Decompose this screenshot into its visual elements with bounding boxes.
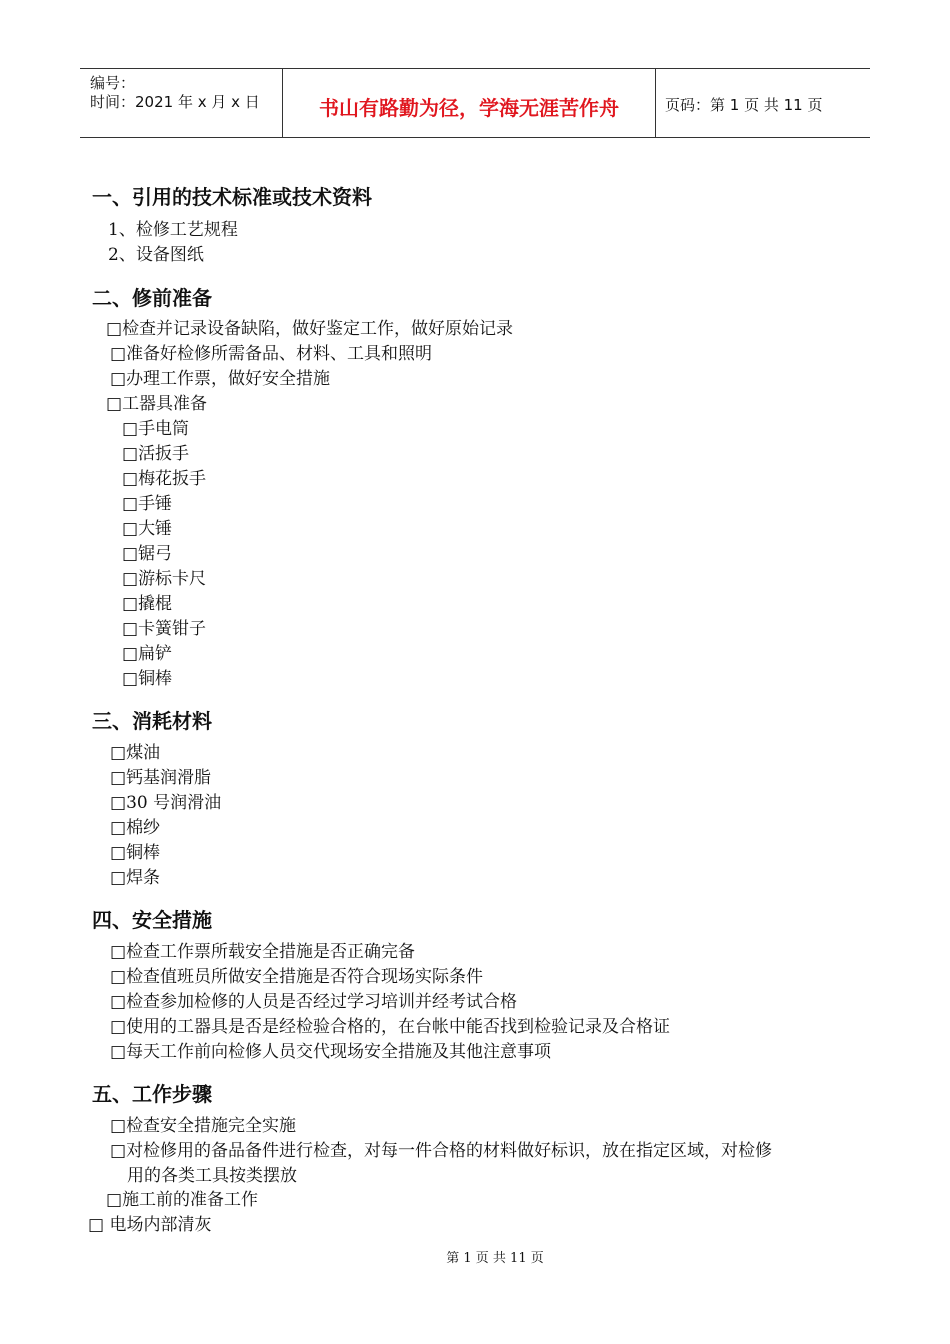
list-item: 1、检修工艺规程 xyxy=(108,220,238,240)
checkbox-icon: □ xyxy=(122,494,139,514)
section-title-safety: 四、安全措施 xyxy=(92,908,212,932)
list-item: 2、设备图纸 xyxy=(108,245,204,265)
section-title-references: 一、引用的技术标准或技术资料 xyxy=(92,185,372,209)
checkbox-icon: □ xyxy=(122,419,139,439)
section-title-preparation: 二、修前准备 xyxy=(92,286,212,310)
document-number-label: 编号： xyxy=(90,74,136,92)
tool-item: □手电筒 xyxy=(122,419,190,439)
checkbox-icon: □ xyxy=(110,1141,127,1161)
checkbox-icon: □ xyxy=(122,594,139,614)
checkbox-icon: □ xyxy=(106,319,123,339)
checklist-item: □钙基润滑脂 xyxy=(110,768,212,788)
checkbox-icon: □ xyxy=(122,544,139,564)
checkbox-icon: □ xyxy=(110,743,127,763)
checklist-item: □使用的工器具是否是经检验合格的，在台帐中能否找到检验记录及合格证 xyxy=(110,1017,671,1037)
checklist-item: □每天工作前向检修人员交代现场安全措施及其他注意事项 xyxy=(110,1042,552,1062)
header-motto-cell xyxy=(282,69,656,137)
page-header xyxy=(80,68,870,138)
tool-item: □梅花扳手 xyxy=(122,469,207,489)
checkbox-icon: □ xyxy=(110,1116,127,1136)
checklist-item: □工器具准备 xyxy=(106,394,208,414)
checklist-item: □ 电场内部清灰 xyxy=(88,1215,212,1235)
tool-item: □大锤 xyxy=(122,519,173,539)
checkbox-icon: □ xyxy=(110,1017,127,1037)
checklist-item: □施工前的准备工作 xyxy=(106,1190,259,1210)
tool-item: □游标卡尺 xyxy=(122,569,207,589)
checkbox-icon: □ xyxy=(122,469,139,489)
tool-item: □手锤 xyxy=(122,494,173,514)
section-title-work-steps: 五、工作步骤 xyxy=(92,1082,212,1106)
checklist-item: □焊条 xyxy=(110,868,161,888)
checklist-item: □棉纱 xyxy=(110,818,161,838)
checklist-item: □检查值班员所做安全措施是否符合现场实际条件 xyxy=(110,967,484,987)
checkbox-icon: □ xyxy=(110,992,127,1012)
checkbox-icon: □ xyxy=(106,1190,123,1210)
section-title-consumables: 三、消耗材料 xyxy=(92,709,212,733)
checkbox-icon: □ xyxy=(110,793,127,813)
checklist-item: □检查安全措施完全实施 xyxy=(110,1116,297,1136)
checklist-item: □对检修用的备品备件进行检查，对每一件合格的材料做好标识，放在指定区域，对检修 xyxy=(110,1141,773,1161)
checklist-item: □准备好检修所需备品、材料、工具和照明 xyxy=(110,344,433,364)
checkbox-icon: □ xyxy=(88,1215,105,1235)
header-page-info: 页码：第 1 页 共 11 页 xyxy=(665,96,823,114)
checkbox-icon: □ xyxy=(110,768,127,788)
tool-item: □活扳手 xyxy=(122,444,190,464)
checkbox-icon: □ xyxy=(106,394,123,414)
checkbox-icon: □ xyxy=(110,1042,127,1062)
tool-item: □铜棒 xyxy=(122,669,173,689)
checkbox-icon: □ xyxy=(110,344,127,364)
header-page-cell xyxy=(655,69,870,137)
checkbox-icon: □ xyxy=(110,369,127,389)
checklist-item: □检查并记录设备缺陷，做好鉴定工作，做好原始记录 xyxy=(106,319,514,339)
checklist-item: □30 号润滑油 xyxy=(110,793,222,813)
checkbox-icon: □ xyxy=(122,644,139,664)
checkbox-icon: □ xyxy=(110,967,127,987)
checkbox-icon: □ xyxy=(122,444,139,464)
checklist-item: □煤油 xyxy=(110,743,161,763)
checkbox-icon: □ xyxy=(110,843,127,863)
checklist-item: □检查参加检修的人员是否经过学习培训并经考试合格 xyxy=(110,992,518,1012)
document-date: 时间：2021 年 x 月 x 日 xyxy=(90,93,260,111)
checkbox-icon: □ xyxy=(122,519,139,539)
checkbox-icon: □ xyxy=(122,619,139,639)
checkbox-icon: □ xyxy=(110,868,127,888)
header-motto: 书山有路勤为径，学海无涯苦作舟 xyxy=(319,96,619,120)
checkbox-icon: □ xyxy=(122,569,139,589)
checklist-item-continuation: 用的各类工具按类摆放 xyxy=(127,1166,297,1186)
checkbox-icon: □ xyxy=(110,942,127,962)
checkbox-icon: □ xyxy=(122,669,139,689)
checklist-item: □办理工作票，做好安全措施 xyxy=(110,369,331,389)
checklist-item: □铜棒 xyxy=(110,843,161,863)
tool-item: □卡簧钳子 xyxy=(122,619,207,639)
header-meta-cell xyxy=(80,69,282,137)
checklist-item: □检查工作票所载安全措施是否正确完备 xyxy=(110,942,416,962)
tool-item: □撬棍 xyxy=(122,594,173,614)
tool-item: □锯弓 xyxy=(122,544,173,564)
tool-item: □扁铲 xyxy=(122,644,173,664)
checkbox-icon: □ xyxy=(110,818,127,838)
page-footer: 第 1 页 共 11 页 xyxy=(446,1251,544,1266)
